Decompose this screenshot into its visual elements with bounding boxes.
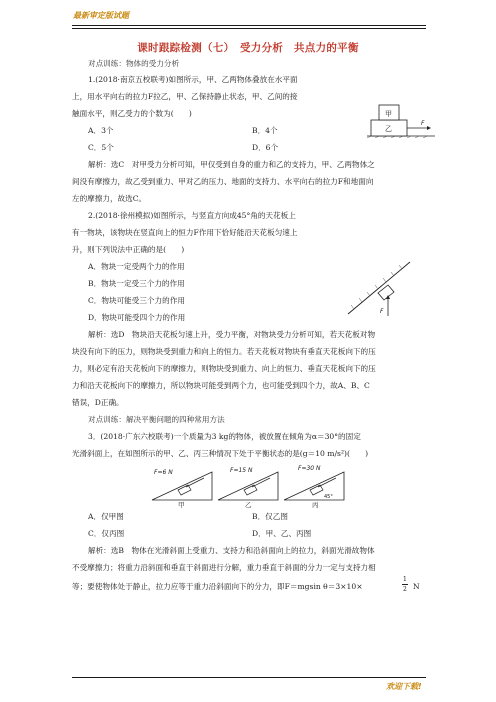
ceiling-line: [348, 262, 410, 314]
q1-option-a: A．3个: [88, 126, 114, 135]
incline-panel-bing: [284, 465, 344, 508]
footer-label: 欢迎下载!: [386, 682, 422, 691]
figure-stacked-blocks: [365, 100, 437, 138]
force-label-jia: F=6 N: [154, 469, 173, 476]
q1-explanation-2: 间没有摩擦力，故乙受到重力、甲对乙的压力、地面的支持力、水平向右的拉力F和地面向: [72, 177, 374, 186]
q3-option-c: C．仅丙图: [88, 529, 125, 538]
q2-line-2: 有一物块，该物块在竖直向上的恒力F作用下恰好能沿天花板匀速上: [72, 228, 298, 237]
figure-ceiling-block: [344, 258, 426, 320]
q1-option-d: D．6个: [252, 143, 279, 152]
incline-bing: [284, 472, 344, 500]
q2-explanation-3: 力，则必定有沿天花板向下的摩擦力，则物块受到重力、向上的恒力、垂直天花板向下的压: [72, 364, 376, 373]
footer-rule: [72, 677, 426, 678]
header-rule-thin: [72, 28, 426, 29]
force-label: F: [380, 308, 384, 315]
fraction-unit: N: [413, 582, 420, 591]
q2-explanation-5: 错误，D正确。: [72, 398, 124, 407]
q2-option-b: B．物块一定受三个力的作用: [88, 279, 185, 288]
q3-line-1: 3．(2018·广东六校联考)一个质量为3 kg的物体，被放置在倾角为α＝30°的固定: [88, 432, 361, 441]
caption-yi: 乙: [245, 501, 252, 508]
incline-yi: [218, 472, 278, 500]
header-label: 最新审定版试题: [73, 11, 129, 20]
q1-explanation-3: 左的摩擦力，故选C。: [72, 194, 147, 203]
q3-option-d: D．甲、乙、丙图: [252, 529, 312, 538]
q1-line-3: 触面水平，则乙受力的个数为( ): [72, 109, 192, 118]
q1-line-2: 上，用水平向右的拉力F拉乙，甲、乙保持静止状态，甲、乙间的接: [72, 92, 298, 101]
page-title: 课时跟踪检测（七） 受力分析 共点力的平衡: [137, 42, 359, 54]
caption-bing: 丙: [312, 501, 319, 508]
force-label-yi: F=15 N: [230, 467, 253, 474]
q3-explanation-1: 解析：选B 物体在光滑斜面上受重力、支持力和沿斜面向上的拉力，斜面光滑故物体: [88, 546, 375, 555]
q2-line-1: 2.(2018·徐州模拟)如图所示，与竖直方向成45°角的天花板上: [88, 211, 296, 220]
force-arrowhead: [427, 126, 431, 130]
q1-explanation-1: 解析：选C 对甲受力分析可知，甲仅受到自身的重力和乙的支持力，甲、乙两物体之: [88, 160, 375, 169]
q1-line-1: 1.(2018·南京五校联考)如图所示，甲、乙两物体叠放在水平面: [88, 75, 298, 84]
q2-explanation-1: 解析：选D 物块沿天花板匀速上升，受力平衡，对物块受力分析可知，若天花板对物: [88, 330, 376, 339]
q3-line-2: 光滑斜面上，在如图所示的甲、乙、丙三种情况下处于平衡状态的是(g＝10 m/s²)( ): [72, 449, 369, 458]
incline-jia: [152, 472, 212, 500]
header-rule: [72, 25, 426, 26]
q3-explanation-3: 等；要使物体处于静止，拉力应等于重力沿斜面向下的分力，即F＝mgsin θ＝3×10×: [72, 582, 363, 591]
q2-option-c: C．物块可能受三个力的作用: [88, 296, 185, 305]
incline-panel-jia: [152, 469, 212, 508]
section-heading-1: 对点训练：物体的受力分析: [88, 59, 180, 68]
block-jia-label: 甲: [385, 110, 392, 118]
block-yi-label: 乙: [385, 125, 392, 133]
q3-option-b: B．仅乙图: [252, 512, 288, 521]
incline-panel-yi: [218, 467, 278, 508]
force-label: F: [421, 120, 425, 127]
caption-jia: 甲: [178, 501, 185, 508]
q2-explanation-2: 块没有向下的压力，则物块受到重力和向上的恒力。若天花板对物块有垂直天花板向下的压: [72, 347, 376, 356]
fraction-denominator: 2: [403, 586, 407, 593]
section-heading-2: 对点训练：解决平衡问题的四种常用方法: [88, 415, 225, 424]
fraction-bar: [402, 584, 408, 585]
angle-label: 45°: [324, 494, 333, 500]
figure-three-inclines: [148, 464, 348, 508]
fraction-numerator: 1: [403, 576, 407, 583]
q3-option-a: A．仅甲图: [88, 512, 124, 521]
q2-option-a: A．物块一定受两个力的作用: [88, 262, 185, 271]
q1-option-b: B．4个: [252, 126, 278, 135]
q2-line-3: 升，则下列说法中正确的是( ): [72, 245, 185, 254]
q2-explanation-4: 力和沿天花板向下的摩擦力，所以物块可能受到两个力，也可能受到四个力，故A、B、C: [72, 381, 370, 390]
q3-explanation-2: 不受摩擦力；将重力沿斜面和垂直于斜面进行分解，重力垂直于斜面的分力一定与支持力相: [72, 563, 376, 572]
q2-option-d: D．物块可能受四个力的作用: [88, 313, 186, 322]
force-label-bing: F=30 N: [298, 465, 321, 472]
q1-option-c: C．5个: [88, 143, 114, 152]
